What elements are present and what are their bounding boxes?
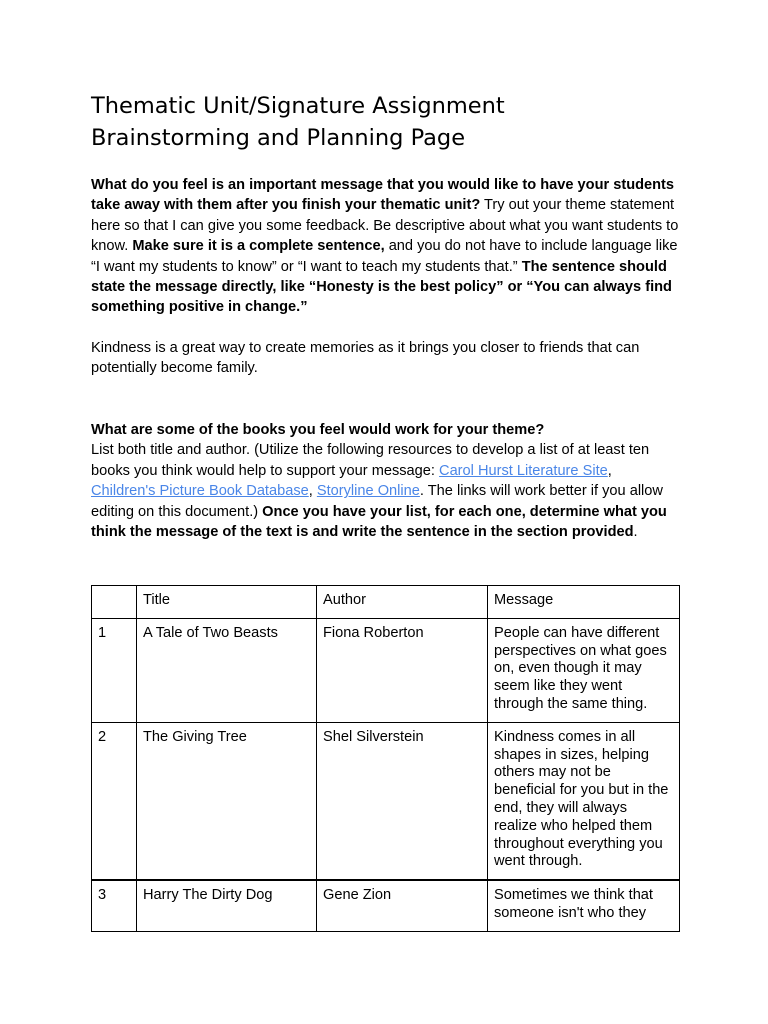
book-author: Gene Zion: [317, 880, 488, 931]
period: .: [633, 524, 638, 541]
direct-message-note: The sentence should state the message directly, like “Honesty is the best policy” or “You can always find something positive in change.”: [91, 258, 672, 316]
header-message: Message: [488, 586, 680, 619]
books-instructions: List both title and author. (Utilize the following resources to develop a list of at least ten books you think would help to support your message:: [91, 442, 650, 479]
row-number: 1: [92, 618, 137, 722]
title-line-2: Brainstorming and Planning Page: [91, 125, 466, 151]
message-instruction: Once you have your list, for each one, determine what you think the message of the text is and write the sentence in the section provided: [91, 503, 667, 541]
theme-instructions: Try out your theme statement here so that I can give you some feedback. Be descriptive about what you want students to know.: [91, 197, 679, 255]
carol-hurst-link[interactable]: Carol Hurst Literature Site: [439, 462, 608, 479]
storyline-online-link[interactable]: Storyline Online: [316, 483, 420, 500]
books-question: What are some of the books you feel would work for your theme?: [91, 422, 545, 438]
title-line-1: Thematic Unit/Signature Assignment: [91, 93, 505, 119]
theme-answer: Kindness is a great way to create memories as it brings you closer to friends that can potentially become family.: [91, 340, 640, 377]
editing-note: . The links will work better if you allow editing on this document.): [91, 483, 663, 520]
language-note: and you do not have to include language like “I want my students to know” or “I want to teach my students that.”: [91, 238, 678, 275]
book-message: Kindness comes in all shapes in sizes, helping others may not be beneficial for you but in the end, they will always realize who helped them throughout everything you went through.: [488, 722, 680, 880]
header-title: Title: [137, 586, 317, 619]
theme-question: What do you feel is an important message that you would like to have your students take away with them after you finish your thematic unit?: [91, 177, 675, 214]
header-author: Author: [317, 586, 488, 619]
book-title: The Giving Tree: [137, 722, 317, 880]
theme-prompt-paragraph: [91, 175, 679, 318]
row-number: 3: [92, 880, 137, 931]
book-author: Fiona Roberton: [317, 618, 488, 722]
table-row: [92, 880, 680, 931]
book-author: Shel Silverstein: [317, 722, 488, 880]
books-table: [91, 585, 680, 932]
complete-sentence-note: Make sure it is a complete sentence,: [132, 238, 385, 255]
page-title: [91, 90, 679, 154]
book-message: People can have different perspectives on what goes on, even though it may seem like they went through the same thing.: [488, 618, 680, 722]
table-row: [92, 618, 680, 722]
book-message: Sometimes we think that someone isn't who they: [488, 880, 680, 931]
book-title: A Tale of Two Beasts: [137, 618, 317, 722]
link-separator: ,: [308, 483, 317, 500]
link-separator: ,: [607, 462, 612, 479]
books-prompt-paragraph: [91, 420, 679, 542]
book-title: Harry The Dirty Dog: [137, 880, 317, 931]
picture-book-database-link[interactable]: Children's Picture Book Database: [91, 483, 309, 500]
header-number: [92, 586, 137, 619]
table-row: [92, 722, 680, 880]
row-number: 2: [92, 722, 137, 880]
table-header-row: [92, 586, 680, 619]
